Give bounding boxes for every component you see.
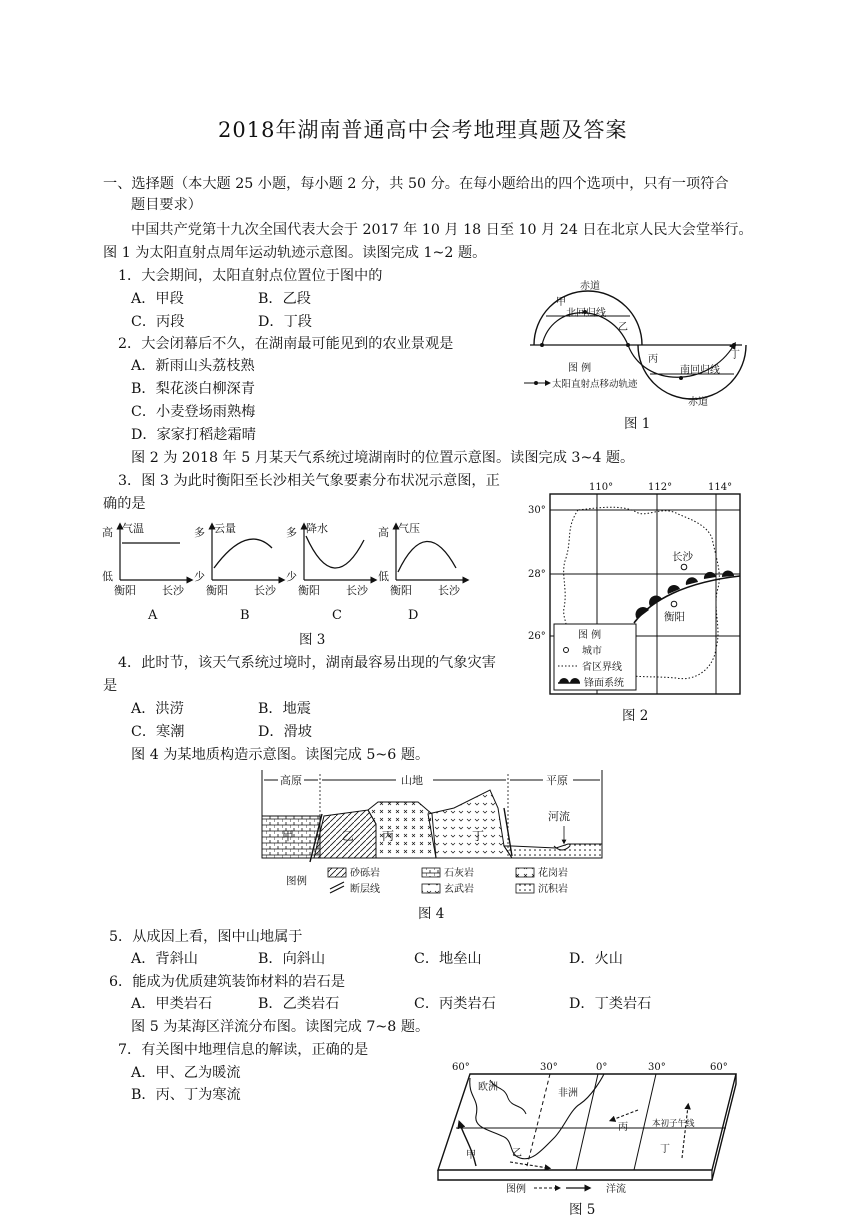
fig5-ding: 丁 — [660, 1144, 670, 1155]
question-4-option-b[interactable]: B．地震 — [258, 701, 311, 717]
question-6-option-c[interactable]: C．丙类岩石 — [414, 996, 496, 1012]
chart-a-letter: A — [148, 608, 158, 623]
question-2-stem: 2．大会闭幕后不久，在湖南最可能见到的农业景观是 — [118, 336, 454, 352]
fig5-europe: 欧洲 — [478, 1082, 498, 1093]
chart-d-ytop: 高 — [378, 526, 389, 539]
question-3-stem: 3．图 3 为此时衡阳至长沙相关气象要素分布状况示意图，正 — [118, 473, 500, 489]
fig4-river: 河流 — [548, 810, 570, 823]
chart-b — [194, 522, 282, 623]
fig5-lon-30e: 30° — [648, 1062, 666, 1073]
fig4-jia: 甲 — [282, 829, 295, 843]
fig5-lon-0: 0° — [596, 1062, 608, 1073]
figure-4 — [258, 768, 608, 900]
fig5-lon-60e: 60° — [710, 1062, 728, 1073]
chart-a-ylabel: 气温 — [122, 522, 144, 535]
fig2-legend-title: 图 例 — [578, 630, 602, 641]
chart-c-xstart: 衡阳 — [298, 584, 320, 597]
fig4-bing: 丙 — [382, 829, 395, 843]
fig2-legend-boundary: 省区界线 — [582, 662, 622, 673]
question-1-option-c[interactable]: C．丙段 — [131, 314, 185, 330]
section-heading-cont: 题目要求） — [131, 197, 202, 213]
chart-c-letter: C — [332, 608, 342, 623]
fig5-jia: 甲 — [466, 1150, 476, 1161]
chart-b-curve — [214, 539, 272, 568]
chart-b-xend: 长沙 — [254, 584, 276, 597]
chart-a-ytop: 高 — [102, 526, 113, 539]
question-6-option-d[interactable]: D．丁类岩石 — [569, 996, 652, 1012]
fig1-ding: 丁 — [730, 350, 740, 361]
intro-paragraph: 中国共产党第十九次全国代表大会于 2017 年 10 月 18 日至 10 月 24 日在北京人民大会堂举行。 — [131, 222, 753, 238]
fig1-equator-top: 赤道 — [580, 281, 600, 292]
fig5-bing: 丙 — [618, 1122, 628, 1133]
figure-1 — [520, 278, 752, 414]
question-1-option-a[interactable]: A．甲段 — [131, 291, 184, 307]
figure-4-caption: 图 4 — [418, 906, 445, 922]
fig2-lon-112: 112° — [648, 482, 673, 493]
fig1-equator-bottom: 赤道 — [688, 397, 708, 408]
fig2-lat-28: 28° — [528, 569, 546, 580]
chart-a — [102, 521, 190, 623]
fig2-lat-30: 30° — [528, 505, 546, 516]
question-4-option-a[interactable]: A．洪涝 — [131, 701, 184, 717]
question-6-option-a[interactable]: A．甲类岩石 — [131, 996, 213, 1012]
question-1-option-b[interactable]: B．乙段 — [258, 291, 311, 307]
question-7-stem: 7．有关图中地理信息的解读，正确的是 — [118, 1042, 369, 1058]
section-heading: 一、选择题（本大题 25 小题，每小题 2 分，共 50 分。在每小题给出的四个选项中，只有一项符合 — [103, 176, 729, 192]
chart-d-xstart: 衡阳 — [390, 584, 412, 597]
figure-1-caption: 图 1 — [624, 416, 651, 432]
fig4-legend-sand: 砂砾岩 — [350, 868, 380, 879]
fig1-tropic-s: 南回归线 — [680, 365, 720, 376]
fig4-mountain: 山地 — [401, 774, 423, 787]
fig5-legend-title: 图例 — [506, 1184, 526, 1195]
fig2-lat-26: 26° — [528, 631, 546, 642]
question-4-stem: 4．此时节，该天气系统过境时，湖南最容易出现的气象灾害 — [118, 655, 496, 671]
fig4-legend-basalt: 玄武岩 — [444, 884, 474, 895]
fig5-africa: 非洲 — [558, 1088, 578, 1099]
chart-c-xend: 长沙 — [346, 584, 368, 597]
fig5-prime-meridian: 本初子午线 — [652, 1119, 695, 1129]
chart-c-ybottom: 少 — [286, 570, 297, 583]
chart-d-curve — [398, 541, 456, 572]
question-6-stem: 6．能成为优质建筑装饰材料的岩石是 — [109, 974, 346, 990]
figure-3 — [100, 518, 480, 628]
figure-2-caption: 图 2 — [622, 708, 649, 724]
fig5-lon-30w: 30° — [540, 1062, 558, 1073]
fig4-legend-title: 图例 — [286, 875, 307, 887]
intro-paragraph-2: 图 2 为 2018 年 5 月某天气系统过境湖南时的位置示意图。读图完成 3~4 题。 — [131, 450, 635, 466]
intro-paragraph-4: 图 5 为某海区洋流分布图。读图完成 7~8 题。 — [131, 1019, 430, 1035]
question-2-option-a[interactable]: A．新雨山头荔枝熟 — [131, 358, 255, 374]
fig2-legend-front: 锋面系统 — [584, 678, 624, 689]
fig4-legend-granite: 花岗岩 — [538, 868, 568, 879]
fig1-tropic-n: 北回归线 — [566, 308, 606, 319]
fig4-plain: 平原 — [546, 774, 568, 787]
question-1-option-d[interactable]: D．丁段 — [258, 314, 312, 330]
figure-3-caption: 图 3 — [299, 632, 326, 648]
fig1-legend-title: 图 例 — [568, 363, 592, 374]
figure-2 — [526, 478, 748, 698]
fig1-bing: 丙 — [648, 354, 658, 365]
question-5-option-b[interactable]: B．向斜山 — [258, 951, 326, 967]
question-4-stem-cont: 是 — [103, 678, 118, 694]
question-3-stem-cont: 确的是 — [103, 496, 146, 512]
figure-5 — [430, 1058, 742, 1198]
chart-b-xstart: 衡阳 — [206, 584, 228, 597]
fig2-lon-114: 114° — [708, 482, 733, 493]
question-5-option-c[interactable]: C．地垒山 — [414, 951, 482, 967]
fig4-plateau: 高原 — [280, 774, 302, 787]
page-title: 2018年湖南普通高中会考地理真题及答案 — [218, 118, 628, 142]
intro-paragraph-cont: 图 1 为太阳直射点周年运动轨迹示意图。读图完成 1~2 题。 — [103, 245, 487, 261]
question-2-option-b[interactable]: B．梨花淡白柳深青 — [131, 381, 255, 397]
question-2-option-c[interactable]: C．小麦登场雨熟梅 — [131, 404, 256, 420]
fig1-yi: 乙 — [618, 322, 628, 333]
chart-d-ylabel: 气压 — [398, 522, 420, 535]
fig4-yi: 乙 — [342, 829, 355, 843]
fig2-hengyang: 衡阳 — [664, 611, 685, 623]
figure-5-caption: 图 5 — [569, 1202, 596, 1218]
question-5-stem: 5．从成因上看，图中山地属于 — [109, 929, 303, 945]
chart-c-ytop: 多 — [286, 526, 297, 539]
question-1-stem: 1．大会期间，太阳直射点位置位于图中的 — [118, 268, 383, 284]
fig1-legend-item: 太阳直射点移动轨迹 — [552, 379, 638, 390]
fig5-lon-60w: 60° — [452, 1062, 470, 1073]
chart-c-curve — [306, 536, 364, 568]
fig4-legend-lime: 石灰岩 — [444, 868, 474, 879]
question-7-option-b[interactable]: B．丙、丁为寒流 — [131, 1087, 241, 1103]
question-5-option-a[interactable]: A．背斜山 — [131, 951, 198, 967]
chart-d — [378, 521, 466, 623]
question-4-option-d[interactable]: D．滑坡 — [258, 724, 312, 740]
fig4-legend-fault: 断层线 — [350, 884, 380, 895]
fig4-legend-sediment: 沉积岩 — [538, 884, 568, 895]
fig1-jia: 甲 — [556, 297, 566, 308]
chart-b-ytop: 多 — [194, 526, 205, 539]
fig5-yi: 乙 — [512, 1148, 522, 1159]
question-7-option-a[interactable]: A．甲、乙为暖流 — [131, 1065, 241, 1081]
question-2-option-d[interactable]: D．家家打稻趁霜晴 — [131, 427, 256, 443]
chart-c — [286, 521, 374, 623]
chart-c-ylabel: 降水 — [306, 522, 328, 535]
chart-a-xstart: 衡阳 — [114, 584, 136, 597]
chart-b-letter: B — [240, 608, 250, 623]
chart-a-ybottom: 低 — [102, 570, 113, 583]
intro-paragraph-3: 图 4 为某地质构造示意图。读图完成 5~6 题。 — [131, 747, 430, 763]
question-6-option-b[interactable]: B．乙类岩石 — [258, 996, 340, 1012]
fig2-lon-110: 110° — [589, 482, 614, 493]
fig5-legend-current: 洋流 — [606, 1184, 626, 1195]
chart-a-xend: 长沙 — [162, 584, 184, 597]
fig2-legend-city: 城市 — [582, 646, 602, 657]
question-5-option-d[interactable]: D．火山 — [569, 951, 623, 967]
question-4-option-c[interactable]: C．寒潮 — [131, 724, 185, 740]
chart-d-ybottom: 低 — [378, 570, 389, 583]
chart-d-xend: 长沙 — [438, 584, 460, 597]
fig2-changsha: 长沙 — [672, 551, 693, 563]
chart-d-letter: D — [408, 608, 419, 623]
chart-b-ylabel: 云量 — [214, 522, 236, 535]
chart-b-ybottom: 少 — [194, 570, 205, 583]
fig4-ding: 丁 — [472, 829, 485, 843]
